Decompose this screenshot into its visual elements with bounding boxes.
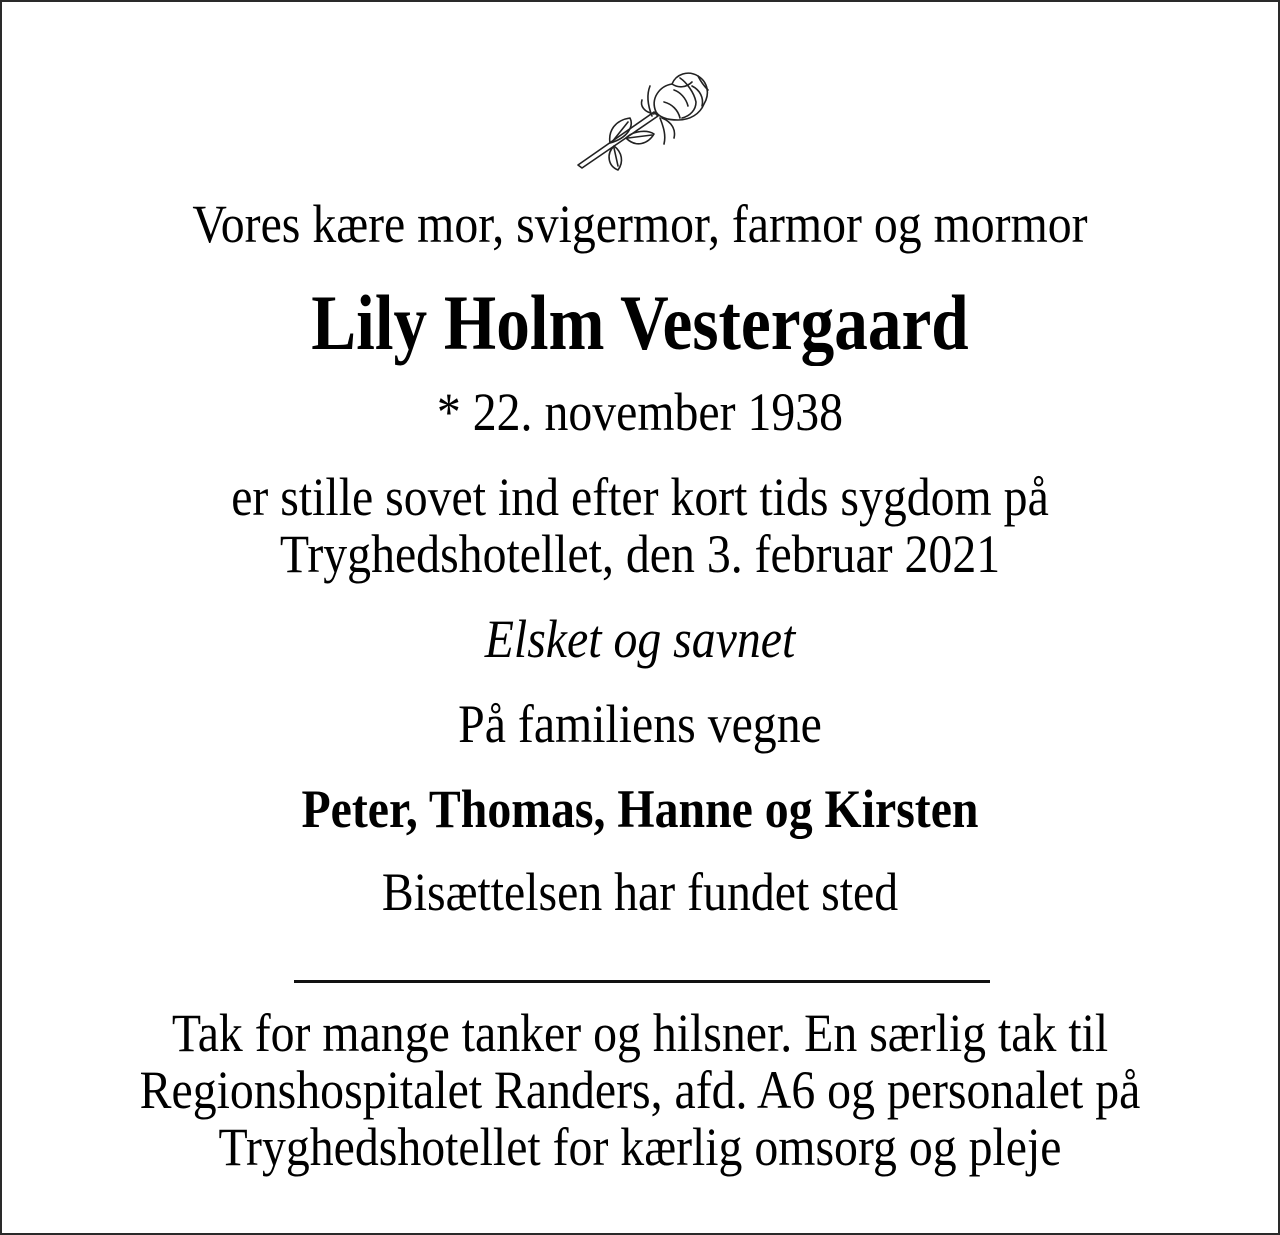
family-names: Peter, Thomas, Hanne og Kirsten <box>301 779 979 839</box>
thanks-line-1: Tak for mange tanker og hilsner. En særlig tak til <box>171 1003 1109 1063</box>
deceased-name: Lily Holm Vestergaard <box>311 279 969 366</box>
on-behalf-text: På familiens vegne <box>458 694 822 754</box>
birth-date: * 22. november 1938 <box>436 382 844 442</box>
tribute-text: Elsket og savnet <box>484 609 796 669</box>
passing-text-line-2: Tryghedshotellet, den 3. februar 2021 <box>279 524 1001 584</box>
funeral-text: Bisættelsen har fundet sted <box>381 862 899 922</box>
passing-text-line-1: er stille sovet ind efter kort tids sygdom på <box>231 467 1049 527</box>
thanks-line-2: Regionshospitalet Randers, afd. A6 og personalet på <box>139 1060 1141 1120</box>
thanks-line-3: Tryghedshotellet for kærlig omsorg og pleje <box>218 1117 1062 1177</box>
divider-line <box>294 980 990 983</box>
rose-icon <box>568 58 718 174</box>
intro-text: Vores kære mor, svigermor, farmor og mormor <box>192 194 1088 254</box>
